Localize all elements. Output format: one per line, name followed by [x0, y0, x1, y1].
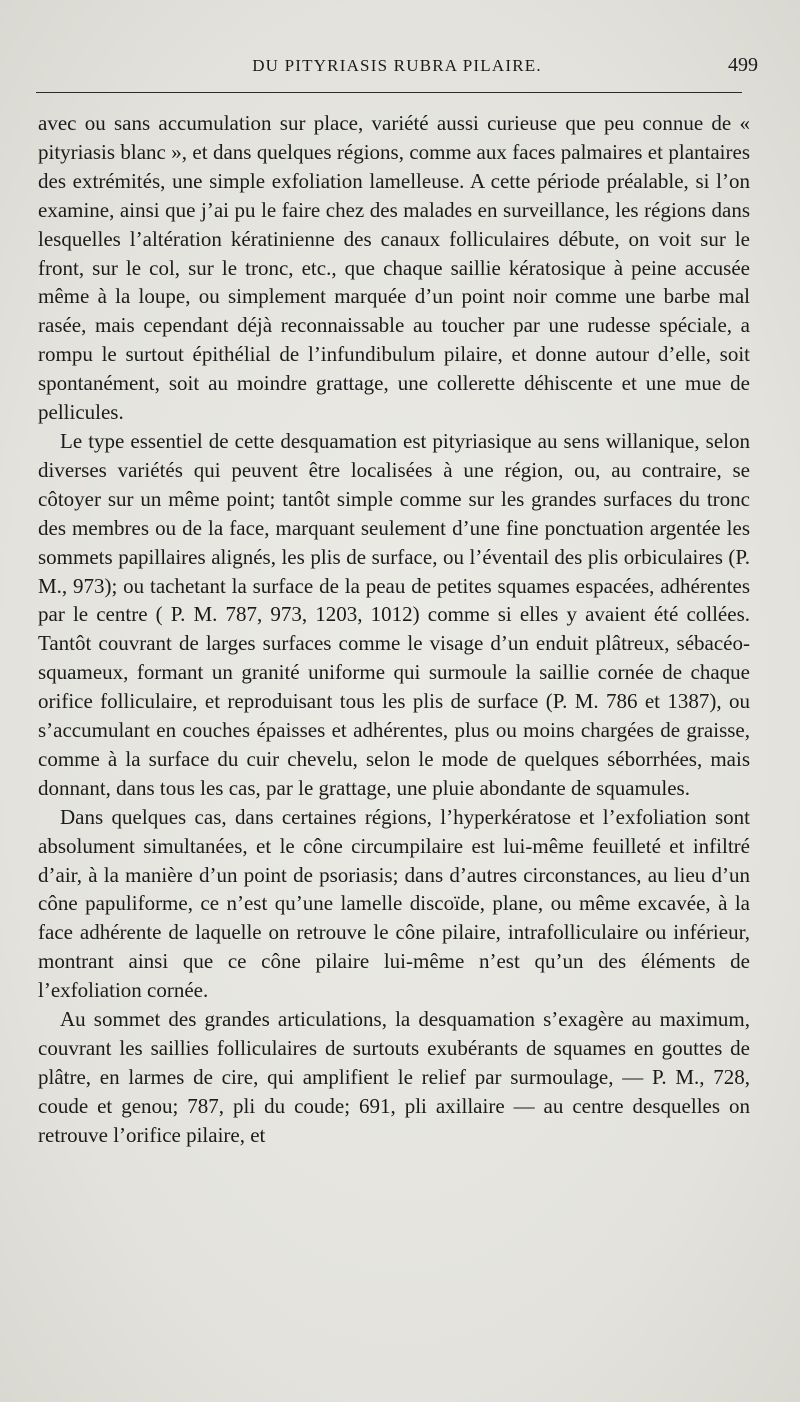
page-number: 499	[728, 54, 758, 76]
paragraph: Au sommet des grandes articulations, la desquamation s’exagère au maximum, couvrant les saillies folliculaires de surtouts exubérants de squames en gouttes de plâtre, en larmes de cire, qui amplifient le relief par surmoulage, — P. M., 728, coude et genou; 787, pli du coude; 691, pli axillaire — au centre desquelles on retrouve l’orifice pilaire, et	[38, 1007, 750, 1147]
paragraph: Dans quelques cas, dans certaines régions, l’hyperkératose et l’exfoliation sont absolument simultanées, et le cône circumpilaire est lui-même feuilleté et infiltré d’air, à la manière d’un point de psoriasis; dans d’autres circonstances, au lieu d’un cône papuliforme, ce n’est qu’une lamelle discoïde, plane, ou même excavée, à la face adhérente de laquelle on retrouve le cône pilaire, intrafolliculaire ou inférieur, montrant ainsi que ce cône pilaire lui-même n’est qu’un des éléments de l’exfoliation cornée.	[38, 804, 750, 1003]
paragraph: Le type essentiel de cette desquamation est pityriasique au sens willanique, selon diverses variétés qui peuvent être localisées à une région, ou, au contraire, se côtoyer sur un même point; tantôt simple comme sur les grandes surfaces du tronc des membres ou de la face, marquant seulement d’une fine ponctuation argentée les sommets papillaires alignés, les plis de surface, ou l’éventail des plis orbiculaires (P. M., 973); ou tachetant la surface de la peau de petites squames espacées, adhérentes par le centre ( P. M. 787, 973, 1203, 1012) comme si elles y avaient été collées. Tantôt couvrant de larges surfaces comme le visage d’un enduit plâtreux, sébacéo-squameux, formant un granité uniforme qui surmoule la saillie cornée de chaque orifice folliculaire, et reproduisant tous les plis de surface (P. M. 786 et 1387), ou s’accumulant en couches épaisses et adhérentes, plus ou moins chargées de graisse, comme à la surface du cuir chevelu, selon le mode de quelques séborrhées, mais donnant, dans tous les cas, par le grattage, une pluie abondante de squamules.	[38, 428, 750, 800]
header-rule	[36, 92, 742, 93]
running-head-title: DU PITYRIASIS RUBRA PILAIRE.	[252, 56, 542, 75]
running-head	[36, 52, 758, 82]
paragraph: avec ou sans accumulation sur place, variété aussi curieuse que peu connue de « pityriasis blanc », et dans quelques régions, comme aux faces palmaires et plantaires des extrémités, une simple exfoliation lamelleuse. A cette période préalable, si l’on examine, ainsi que j’ai pu le faire chez des malades en surveillance, les régions dans lesquelles l’altération kératinienne des canaux folliculaires débute, on voit sur le front, sur le col, sur le tronc, etc., que chaque saillie kératosique à peine accusée même à la loupe, ou simplement marquée d’un point noir comme une barbe mal rasée, mais cependant déjà reconnaissable au toucher par une rudesse spéciale, a rompu le surtout épithélial de l’infundibulum pilaire, et donne autour d’elle, soit spontanément, soit au moindre grattage, une collerette déhiscente et une mue de pellicules.	[38, 111, 750, 425]
body-text	[38, 109, 750, 1150]
